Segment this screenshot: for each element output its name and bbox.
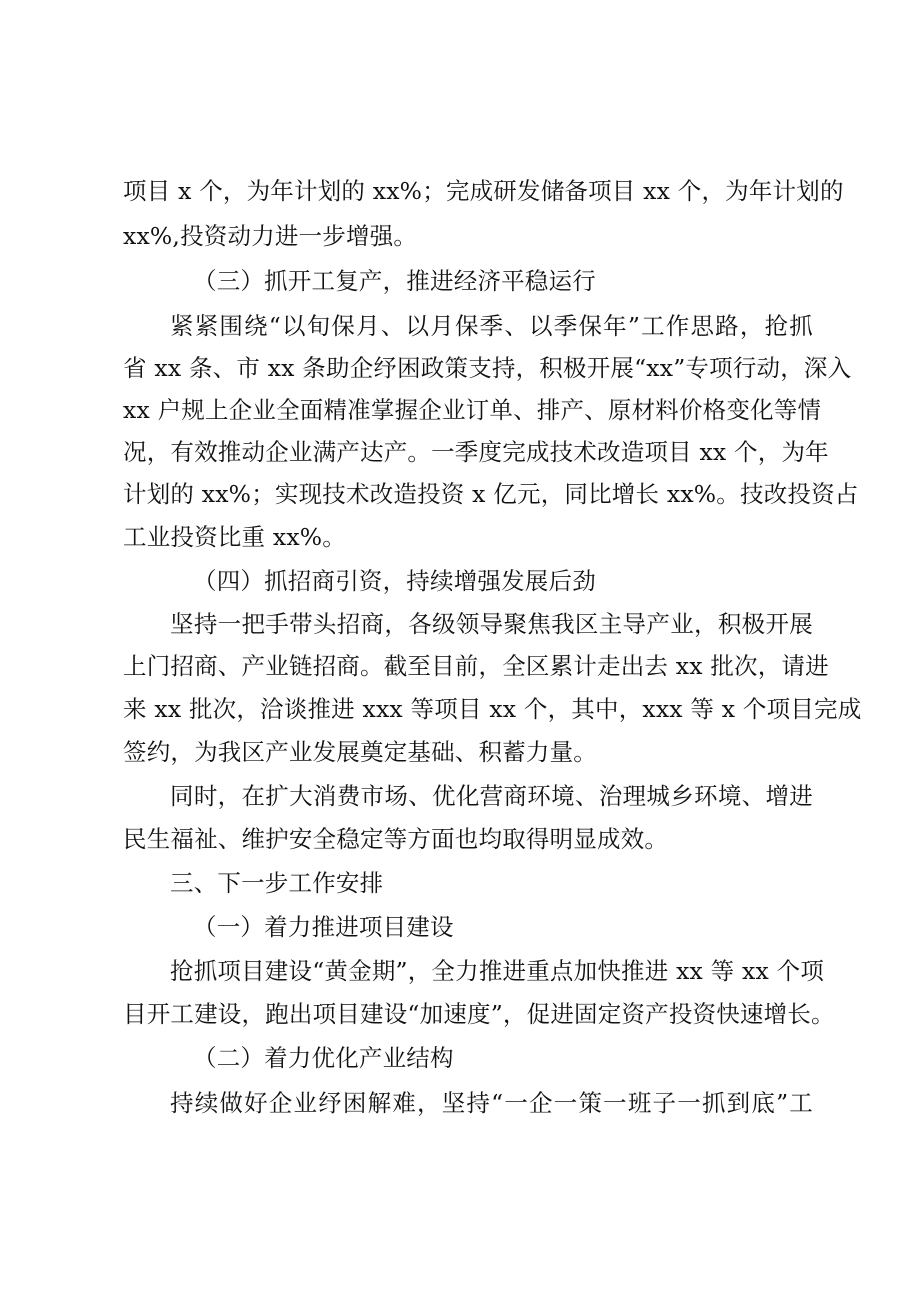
body-text-line: 紧紧围绕“以旬保月、以月保季、以季保年”工作思路，抢抓 (170, 312, 813, 340)
body-text-line: 坚持一把手带头招商，各级领导聚焦我区主导产业，积极开展 (170, 610, 813, 638)
body-text-line: 目开工建设，跑出项目建设“加速度”，促进固定资产投资快速增长。 (123, 1000, 835, 1028)
body-text-line: 计划的 xx%；实现技术改造投资 x 亿元，同比增长 xx%。技改投资占 (123, 480, 859, 508)
body-text-line: 项目 x 个，为年计划的 xx%；完成研发储备项目 xx 个，为年计划的 (123, 177, 844, 205)
body-text-line: 上门招商、产业链招商。截至目前，全区累计走出去 xx 批次，请进 (123, 652, 829, 680)
body-text-line: 来 xx 批次，洽谈推进 xxx 等项目 xx 个，其中，xxx 等 x 个项目完成 (123, 695, 862, 723)
body-text-line: xx 户规上企业全面精准掌握企业订单、排产、原材料价格变化等情 (123, 396, 822, 424)
chapter-heading: 三、下一步工作安排 (170, 869, 384, 897)
body-text-line: 同时，在扩大消费市场、优化营商环境、治理城乡环境、增进 (170, 782, 813, 810)
section-heading: （一）着力推进项目建设 (193, 913, 454, 941)
body-text-line: 持续做好企业纾困解难，坚持“一企一策一班子一抓到底”工 (170, 1089, 813, 1117)
body-text-line: 抢抓项目建设“黄金期”，全力推进重点加快推进 xx 等 xx 个项 (170, 957, 825, 985)
body-text-line: 工业投资比重 xx%。 (123, 523, 347, 551)
body-text-line: 省 xx 条、市 xx 条助企纾困政策支持，积极开展“xx”专项行动，深入 (123, 354, 852, 382)
body-text-line: xx%,投资动力进一步增强。 (123, 222, 418, 250)
body-text-line: 民生福祉、维护安全稳定等方面也均取得明显成效。 (123, 825, 669, 853)
section-heading: （四）抓招商引资，持续增强发展后劲 (193, 567, 596, 595)
section-heading: （二）着力优化产业结构 (193, 1044, 454, 1072)
body-text-line: 况，有效推动企业满产达产。一季度完成技术改造项目 xx 个，为年 (123, 438, 829, 466)
body-text-line: 签约，为我区产业发展奠定基础、积蓄力量。 (123, 738, 597, 766)
section-heading: （三）抓开工复产，推进经济平稳运行 (193, 267, 596, 295)
